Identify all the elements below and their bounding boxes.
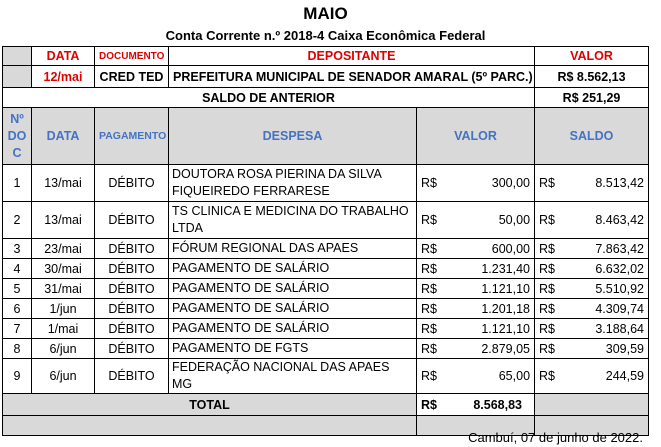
row-value-amount: 600,00 <box>491 241 531 256</box>
row-balance <box>535 359 649 394</box>
row-value <box>417 279 535 299</box>
row-value-amount: 2.879,05 <box>481 341 531 356</box>
row-payment: DÉBITO <box>95 319 169 339</box>
row-balance-amount: 8.513,42 <box>595 176 645 190</box>
row-payment: DÉBITO <box>95 259 169 279</box>
table-row <box>3 165 649 202</box>
table-row <box>3 202 649 239</box>
row-payment: DÉBITO <box>95 239 169 259</box>
row-payment: DÉBITO <box>95 299 169 319</box>
row-expense: TS CLINICA E MEDICINA DO TRABALHO LTDA <box>169 202 417 239</box>
currency-symbol: R$ <box>421 369 437 383</box>
column-header-expense: DESPESA <box>169 108 417 165</box>
row-value <box>417 319 535 339</box>
column-header-date: DATA <box>32 108 95 165</box>
total-row <box>3 394 649 416</box>
currency-symbol: R$ <box>421 241 437 256</box>
row-expense: PAGAMENTO DE SALÁRIO <box>169 279 417 299</box>
row-value-amount: 1.121,10 <box>481 321 531 336</box>
credit-row <box>3 66 649 88</box>
row-expense: PAGAMENTO DE FGTS <box>169 339 417 359</box>
row-balance <box>535 279 649 299</box>
currency-symbol: R$ <box>539 341 555 356</box>
row-balance-amount: 6.632,02 <box>595 261 645 276</box>
row-number: 6 <box>3 299 32 319</box>
column-header-row <box>3 108 649 165</box>
currency-symbol: R$ <box>539 241 555 256</box>
row-number: 1 <box>3 165 32 202</box>
table-row <box>3 339 649 359</box>
blank-cell <box>3 416 417 436</box>
currency-symbol: R$ <box>539 176 555 190</box>
row-payment: DÉBITO <box>95 202 169 239</box>
page-title: MAIO <box>303 4 348 23</box>
credit-header-date: DATA <box>32 47 95 66</box>
row-value-amount: 65,00 <box>498 369 531 383</box>
row-payment: DÉBITO <box>95 165 169 202</box>
row-number: 3 <box>3 239 32 259</box>
credit-value: R$ 8.562,13 <box>535 66 649 88</box>
currency-symbol: R$ <box>539 321 555 336</box>
credit-header-row <box>3 47 649 66</box>
currency-symbol: R$ <box>539 301 555 316</box>
total-value <box>417 394 535 416</box>
row-balance <box>535 259 649 279</box>
credit-header-depositor: DEPOSITANTE <box>169 47 535 66</box>
row-number: 4 <box>3 259 32 279</box>
column-header-number: Nº DO C <box>3 108 32 165</box>
row-value-amount: 1.231,40 <box>481 261 531 276</box>
row-value <box>417 239 535 259</box>
row-date: 1/mai <box>32 319 95 339</box>
row-balance-amount: 4.309,74 <box>595 301 645 316</box>
row-payment: DÉBITO <box>95 339 169 359</box>
column-header-payment: PAGAMENTO <box>95 108 169 165</box>
credit-date: 12/mai <box>32 66 95 88</box>
previous-balance-label: SALDO DE ANTERIOR <box>3 88 535 108</box>
currency-symbol: R$ <box>421 176 437 190</box>
credit-row-spacer <box>3 66 32 88</box>
row-balance <box>535 299 649 319</box>
credit-header-value: VALOR <box>535 47 649 66</box>
row-balance-amount: 5.510,92 <box>595 281 645 296</box>
currency-symbol: R$ <box>421 301 437 316</box>
row-date: 13/mai <box>32 202 95 239</box>
row-expense: DOUTORA ROSA PIERINA DA SILVA FIQUEIREDO FERRARESE <box>169 165 417 202</box>
row-value-amount: 1.121,10 <box>481 281 531 296</box>
currency-symbol: R$ <box>421 281 437 296</box>
credit-document: CRED TED <box>95 66 169 88</box>
table-row <box>3 259 649 279</box>
column-header-value: VALOR <box>417 108 535 165</box>
row-date: 31/mai <box>32 279 95 299</box>
currency-symbol: R$ <box>421 261 437 276</box>
credit-depositor: PREFEITURA MUNICIPAL DE SENADOR AMARAL (5º PARC.) <box>169 66 535 88</box>
column-header-balance: SALDO <box>535 108 649 165</box>
row-number: 8 <box>3 339 32 359</box>
credit-header-spacer <box>3 47 32 66</box>
currency-symbol: R$ <box>539 281 555 296</box>
row-value-amount: 50,00 <box>498 213 531 227</box>
account-subtitle: Conta Corrente n.º 2018-4 Caixa Econômica Federal <box>165 28 486 43</box>
row-expense: PAGAMENTO DE SALÁRIO <box>169 319 417 339</box>
total-value-amount: 8.568,83 <box>473 397 523 412</box>
row-value <box>417 259 535 279</box>
row-balance <box>535 239 649 259</box>
table-row <box>3 279 649 299</box>
row-number: 7 <box>3 319 32 339</box>
currency-symbol: R$ <box>421 397 437 412</box>
row-number: 5 <box>3 279 32 299</box>
row-balance-amount: 309,59 <box>605 341 645 356</box>
previous-balance-row <box>3 88 649 108</box>
row-date: 6/jun <box>32 339 95 359</box>
row-balance <box>535 339 649 359</box>
row-value <box>417 339 535 359</box>
row-expense: FÓRUM REGIONAL DAS APAES <box>169 239 417 259</box>
row-value-amount: 1.201,18 <box>481 301 531 316</box>
row-value <box>417 359 535 394</box>
row-balance <box>535 319 649 339</box>
total-balance-empty <box>535 394 649 416</box>
table-row <box>3 239 649 259</box>
row-date: 1/jun <box>32 299 95 319</box>
table-row <box>3 319 649 339</box>
currency-symbol: R$ <box>539 369 555 383</box>
row-expense: PAGAMENTO DE SALÁRIO <box>169 259 417 279</box>
currency-symbol: R$ <box>539 213 555 227</box>
footer-place-date: Cambuí, 07 de junho de 2022. <box>468 430 643 445</box>
currency-symbol: R$ <box>539 261 555 276</box>
row-balance <box>535 165 649 202</box>
row-balance-amount: 8.463,42 <box>595 213 645 227</box>
row-value <box>417 202 535 239</box>
ledger-table <box>2 46 649 436</box>
row-payment: DÉBITO <box>95 359 169 394</box>
row-expense: PAGAMENTO DE SALÁRIO <box>169 299 417 319</box>
row-value <box>417 299 535 319</box>
row-expense: FEDERAÇÃO NACIONAL DAS APAES MG <box>169 359 417 394</box>
row-date: 13/mai <box>32 165 95 202</box>
currency-symbol: R$ <box>421 341 437 356</box>
row-date: 6/jun <box>32 359 95 394</box>
row-number: 9 <box>3 359 32 394</box>
table-row <box>3 299 649 319</box>
row-value <box>417 165 535 202</box>
row-balance-amount: 3.188,64 <box>595 321 645 336</box>
credit-header-document: DOCUMENTO <box>95 47 169 66</box>
total-label: TOTAL <box>3 394 417 416</box>
currency-symbol: R$ <box>421 321 437 336</box>
row-balance-amount: 244,59 <box>605 369 645 383</box>
row-number: 2 <box>3 202 32 239</box>
previous-balance-value: R$ 251,29 <box>535 88 649 108</box>
row-date: 30/mai <box>32 259 95 279</box>
currency-symbol: R$ <box>421 213 437 227</box>
table-row <box>3 359 649 394</box>
row-value-amount: 300,00 <box>491 176 531 190</box>
row-payment: DÉBITO <box>95 279 169 299</box>
row-balance-amount: 7.863,42 <box>595 241 645 256</box>
row-date: 23/mai <box>32 239 95 259</box>
row-balance <box>535 202 649 239</box>
